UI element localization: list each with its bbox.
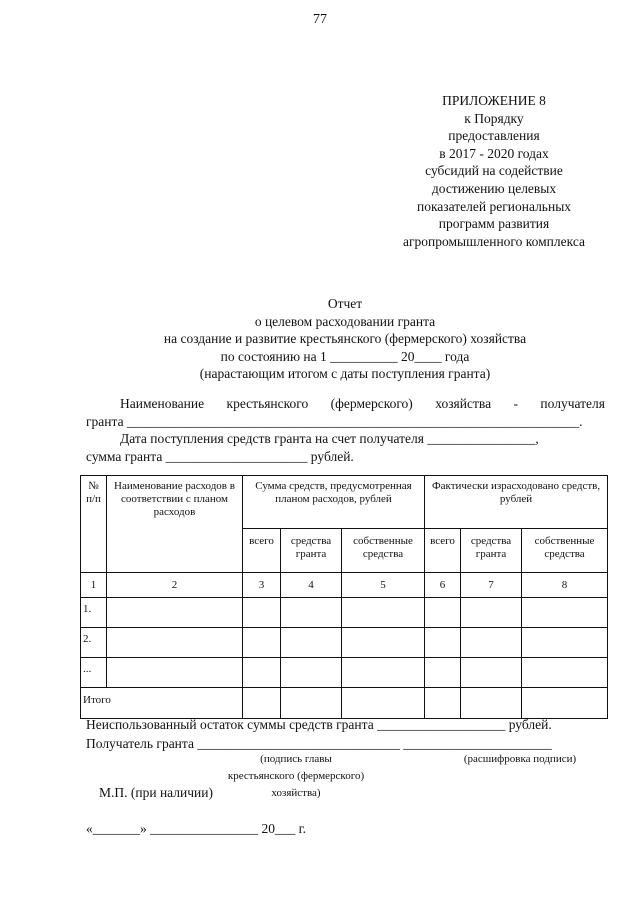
appendix-line: к Порядку — [464, 110, 524, 126]
subheader-own: собственные средства — [342, 529, 425, 573]
title-line: (нарастающим итогом с даты поступления гранта) — [199, 366, 491, 382]
table-row — [81, 658, 608, 688]
subheader-total: всего — [425, 529, 461, 573]
subheader-total: всего — [243, 529, 281, 573]
recipient-line: Получатель гранта ______________________________ ______________________ — [86, 736, 552, 751]
appendix-line: в 2017 - 2020 годах — [439, 145, 549, 161]
appendix-line: агропромышленного комплекса — [403, 233, 585, 249]
page-number: 77 — [313, 12, 327, 27]
header-name: Наименование расходов в соответствии с планом расходов — [107, 476, 243, 573]
stamp-note: М.П. (при наличии) — [99, 785, 213, 800]
appendix-heading — [360, 92, 628, 250]
appendix-line: программ развития — [438, 216, 550, 232]
table-row — [81, 628, 608, 658]
decryption-caption: (расшифровка подписи) — [463, 753, 577, 765]
column-number: 8 — [522, 573, 608, 598]
date-line-2: сумма гранта _____________________ рублей. — [86, 449, 354, 464]
row-number: ... — [81, 658, 107, 688]
subheader-grant: средства гранта — [281, 529, 342, 573]
title-line: на создание и развитие крестьянского (фермерского) хозяйства — [163, 331, 527, 347]
total-label: Итого — [81, 688, 243, 719]
header-number: № п/п — [81, 476, 107, 573]
appendix-line: достижению целевых — [431, 180, 557, 196]
column-number: 6 — [425, 573, 461, 598]
subheader-own: собственные средства — [522, 529, 608, 573]
signature-caption: (подпись главы крестьянского (фермерского) хозяйства) — [227, 753, 365, 799]
appendix-line: субсидий на содействие — [425, 163, 563, 179]
date-line-1: Дата поступления средств гранта на счет получателя ________________, — [120, 431, 539, 446]
total-row — [81, 688, 608, 719]
column-number: 2 — [107, 573, 243, 598]
column-number: 1 — [81, 573, 107, 598]
name-line-1: Наименование крестьянского (фермерского) хозяйства - получателя — [120, 396, 605, 411]
title-line: о целевом расходовании гранта — [254, 313, 436, 329]
title-line: по состоянию на 1 __________ 20____ года — [220, 348, 470, 364]
appendix-line: предоставления — [448, 128, 540, 144]
header-planned: Сумма средств, предусмотренная планом расходов, рублей — [243, 476, 425, 529]
remainder-line: Неиспользованный остаток суммы средств гранта ___________________ рублей. — [86, 717, 552, 732]
appendix-line: ПРИЛОЖЕНИЕ 8 — [442, 93, 546, 108]
report-table — [80, 475, 608, 719]
row-number: 1. — [81, 598, 107, 628]
name-line-2: гранта ___________________________________________________________________. — [86, 414, 583, 429]
column-number: 5 — [342, 573, 425, 598]
title-line: Отчет — [327, 296, 363, 311]
row-number: 2. — [81, 628, 107, 658]
column-number: 3 — [243, 573, 281, 598]
column-number: 4 — [281, 573, 342, 598]
date-line: «_______» ________________ 20___ г. — [86, 821, 307, 836]
column-number: 7 — [461, 573, 522, 598]
table-row — [81, 598, 608, 628]
report-title — [60, 295, 630, 383]
appendix-line: показателей региональных — [416, 198, 572, 214]
subheader-grant: средства гранта — [461, 529, 522, 573]
header-actual: Фактически израсходовано средств, рублей — [425, 476, 608, 529]
